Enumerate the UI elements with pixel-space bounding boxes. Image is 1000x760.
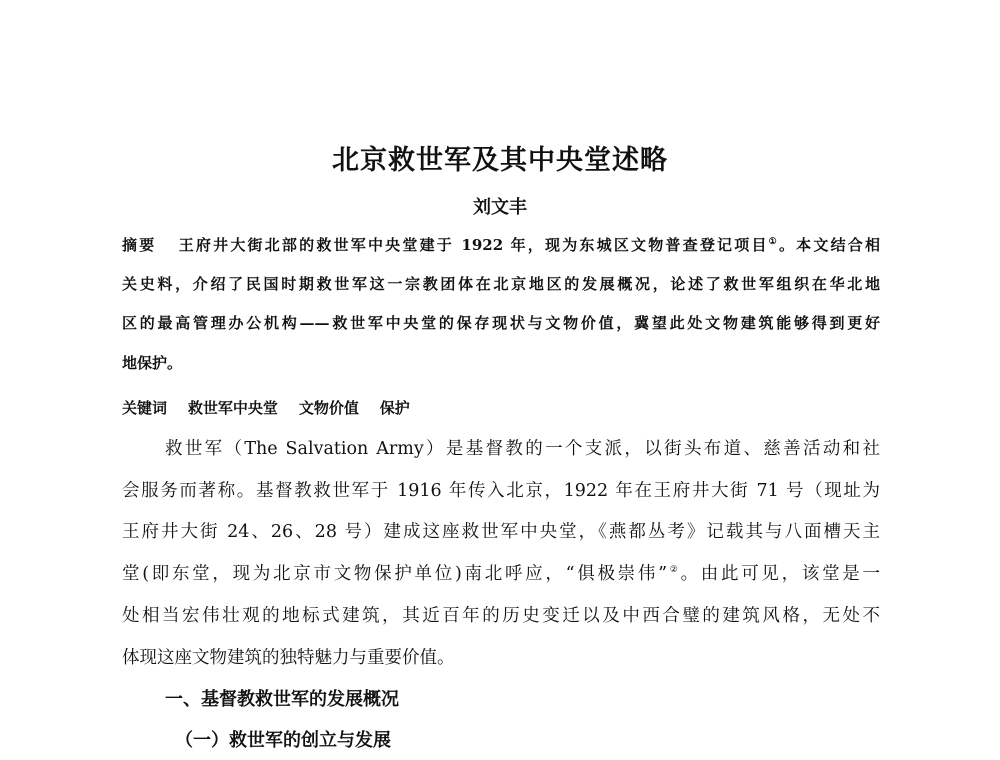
article-title: 北京救世军及其中央堂述略 (332, 145, 668, 176)
body-line: 会服务而著称。基督教救世军于 1916 年传入北京，1922 年在王府井大街 71 号（现址为 (122, 481, 880, 501)
abstract-label: 摘要 (122, 236, 157, 254)
body-line: 王府井大街 24、26、28 号）建成这座救世军中央堂，《燕都丛考》记载其与八面槽天主 (122, 522, 880, 542)
subsection-heading: （一）救世军的创立与发展 (175, 730, 391, 751)
footnote-ref[interactable]: ① (768, 237, 779, 247)
body-text: 。由此可见，该堂是一 (680, 564, 880, 584)
footnote-ref[interactable]: ② (667, 565, 681, 576)
keyword: 文物价值 (298, 399, 359, 417)
body-text: 堂(即东堂，现为北京市文物保护单位)南北呼应，“俱极崇伟” (122, 564, 668, 584)
author: 刘文丰 (473, 197, 527, 218)
keywords (122, 397, 880, 418)
abstract-line (122, 234, 880, 255)
keywords-label: 关键词 (122, 399, 168, 417)
abstract-line: 关史料，介绍了民国时期救世军这一宗教团体在北京地区的发展概况，论述了救世军组织在华北地 (122, 275, 880, 293)
abstract-line: 区的最高管理办公机构——救世军中央堂的保存现状与文物价值，冀望此处文物建筑能够得到更好 (122, 314, 880, 332)
keyword: 救世军中央堂 (187, 399, 278, 417)
body-line: 处相当宏伟壮观的地标式建筑，其近百年的历史变迁以及中西合璧的建筑风格，无处不 (122, 606, 880, 626)
abstract-line: 地保护。 (122, 354, 183, 372)
section-heading: 一、基督教救世军的发展概况 (165, 689, 399, 710)
body-line: 救世军（The Salvation Army）是基督教的一个支派，以街头布道、慈善活动和社 (165, 439, 880, 459)
abstract-text: 王府井大街北部的救世军中央堂建于 1922 年，现为东城区文物普查登记项目 (178, 236, 769, 254)
body-line (122, 560, 880, 585)
body-line: 体现这座文物建筑的独特魅力与重要价值。 (122, 648, 455, 668)
abstract-text: 。本文结合相 (778, 236, 880, 254)
keyword: 保护 (379, 399, 410, 417)
